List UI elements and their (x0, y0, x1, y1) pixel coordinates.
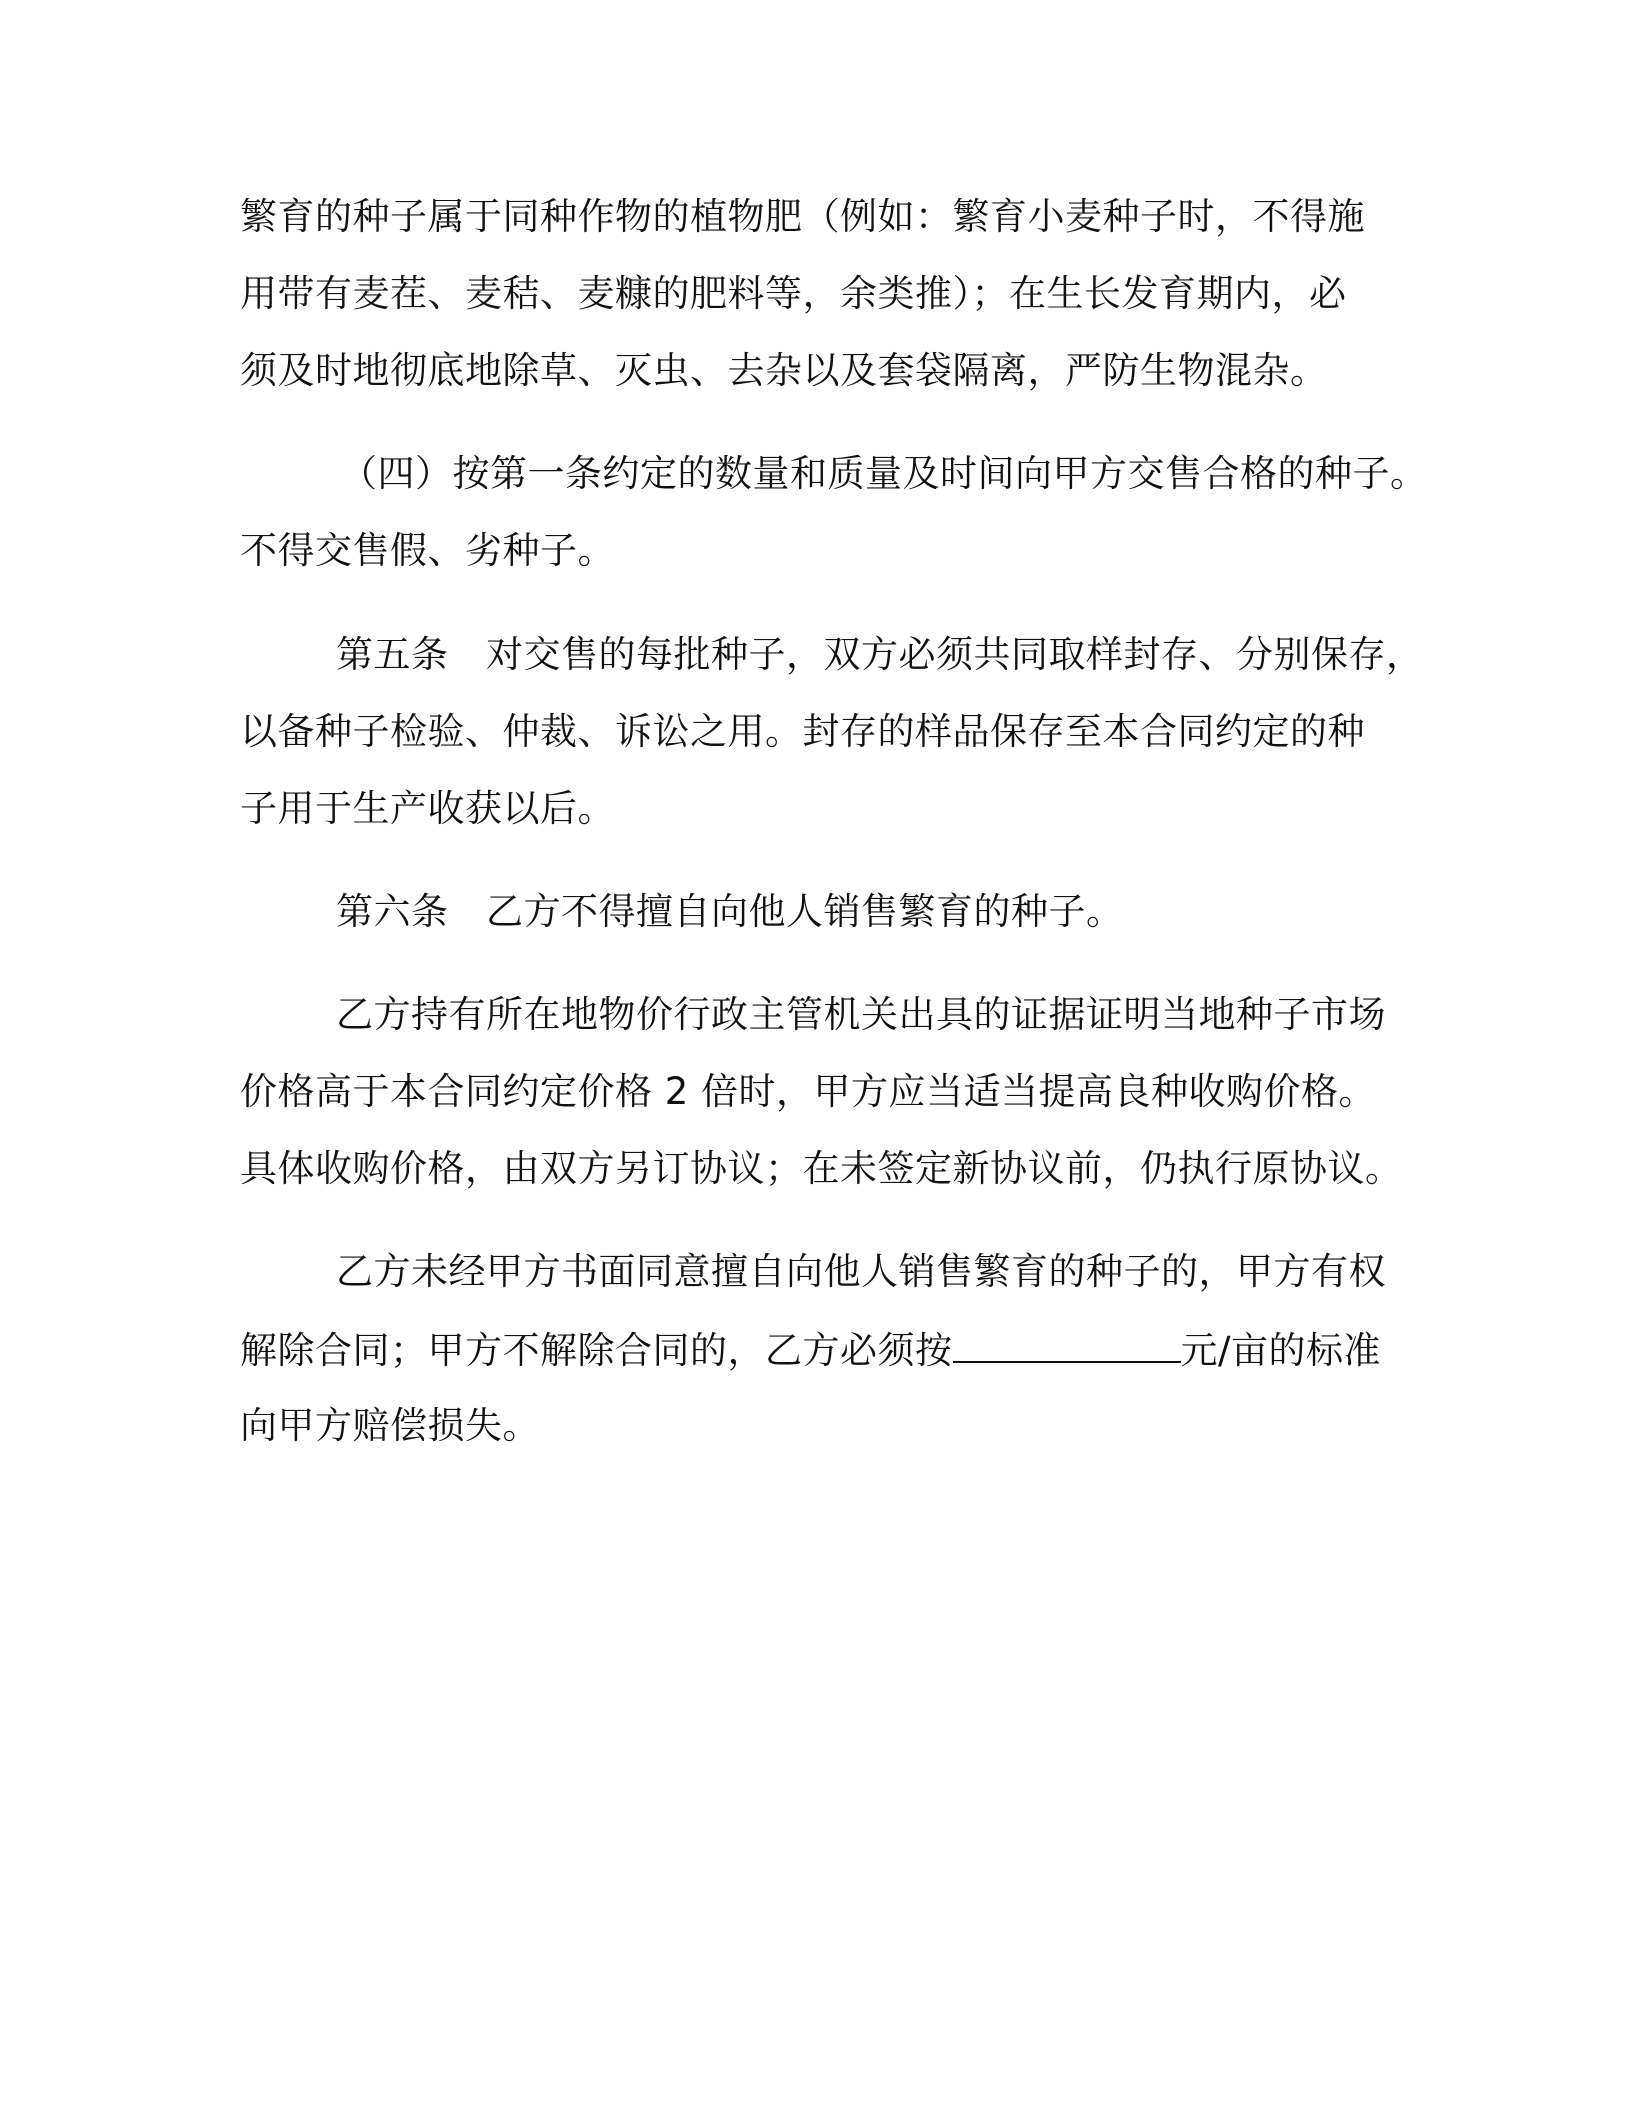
item4-line2: 不得交售假、劣种子。 (240, 529, 615, 572)
price-paragraph-line3: 具体收购价格，由双方另订协议；在未签定新协议前，仍执行原协议。 (240, 1147, 1403, 1190)
breach-line2-text-before: 解除合同；甲方不解除合同的，乙方必须按 (240, 1329, 953, 1372)
breach-paragraph-line1: 乙方未经甲方书面同意擅自向他人销售繁育的种子的，甲方有权 (336, 1250, 1386, 1293)
article5-line1: 第五条 对交售的每批种子，双方必须共同取样封存、分别保存， (336, 633, 1424, 676)
article6-line1: 第六条 乙方不得擅自向他人销售繁育的种子。 (336, 890, 1124, 933)
article5-line2: 以备种子检验、仲裁、诉讼之用。封存的样品保存至本合同约定的种 (240, 710, 1365, 753)
article5-line3: 子用于生产收获以后。 (240, 787, 615, 830)
breach-paragraph-line3: 向甲方赔偿损失。 (240, 1404, 540, 1447)
clause4-tail-line1: 繁育的种子属于同种作物的植物肥（例如：繁育小麦种子时，不得施 (240, 195, 1365, 238)
clause4-tail-line2: 用带有麦茬、麦秸、麦糠的肥料等，余类推）；在生长发育期内，必 (240, 272, 1347, 315)
price-paragraph-line1: 乙方持有所在地物价行政主管机关出具的证据证明当地种子市场 (336, 993, 1386, 1036)
item4-line1: （四）按第一条约定的数量和质量及时间向甲方交售合格的种子。 (340, 452, 1428, 495)
compensation-amount-blank (953, 1325, 1181, 1363)
price-paragraph-line2: 价格高于本合同约定价格 2 倍时，甲方应当适当提高良种收购价格。 (240, 1070, 1377, 1113)
breach-paragraph-line2 (240, 1325, 1381, 1375)
breach-line2-text-after: 元/亩的标准 (1180, 1329, 1381, 1372)
clause4-tail-line3: 须及时地彻底地除草、灭虫、去杂以及套袋隔离，严防生物混杂。 (240, 349, 1328, 392)
